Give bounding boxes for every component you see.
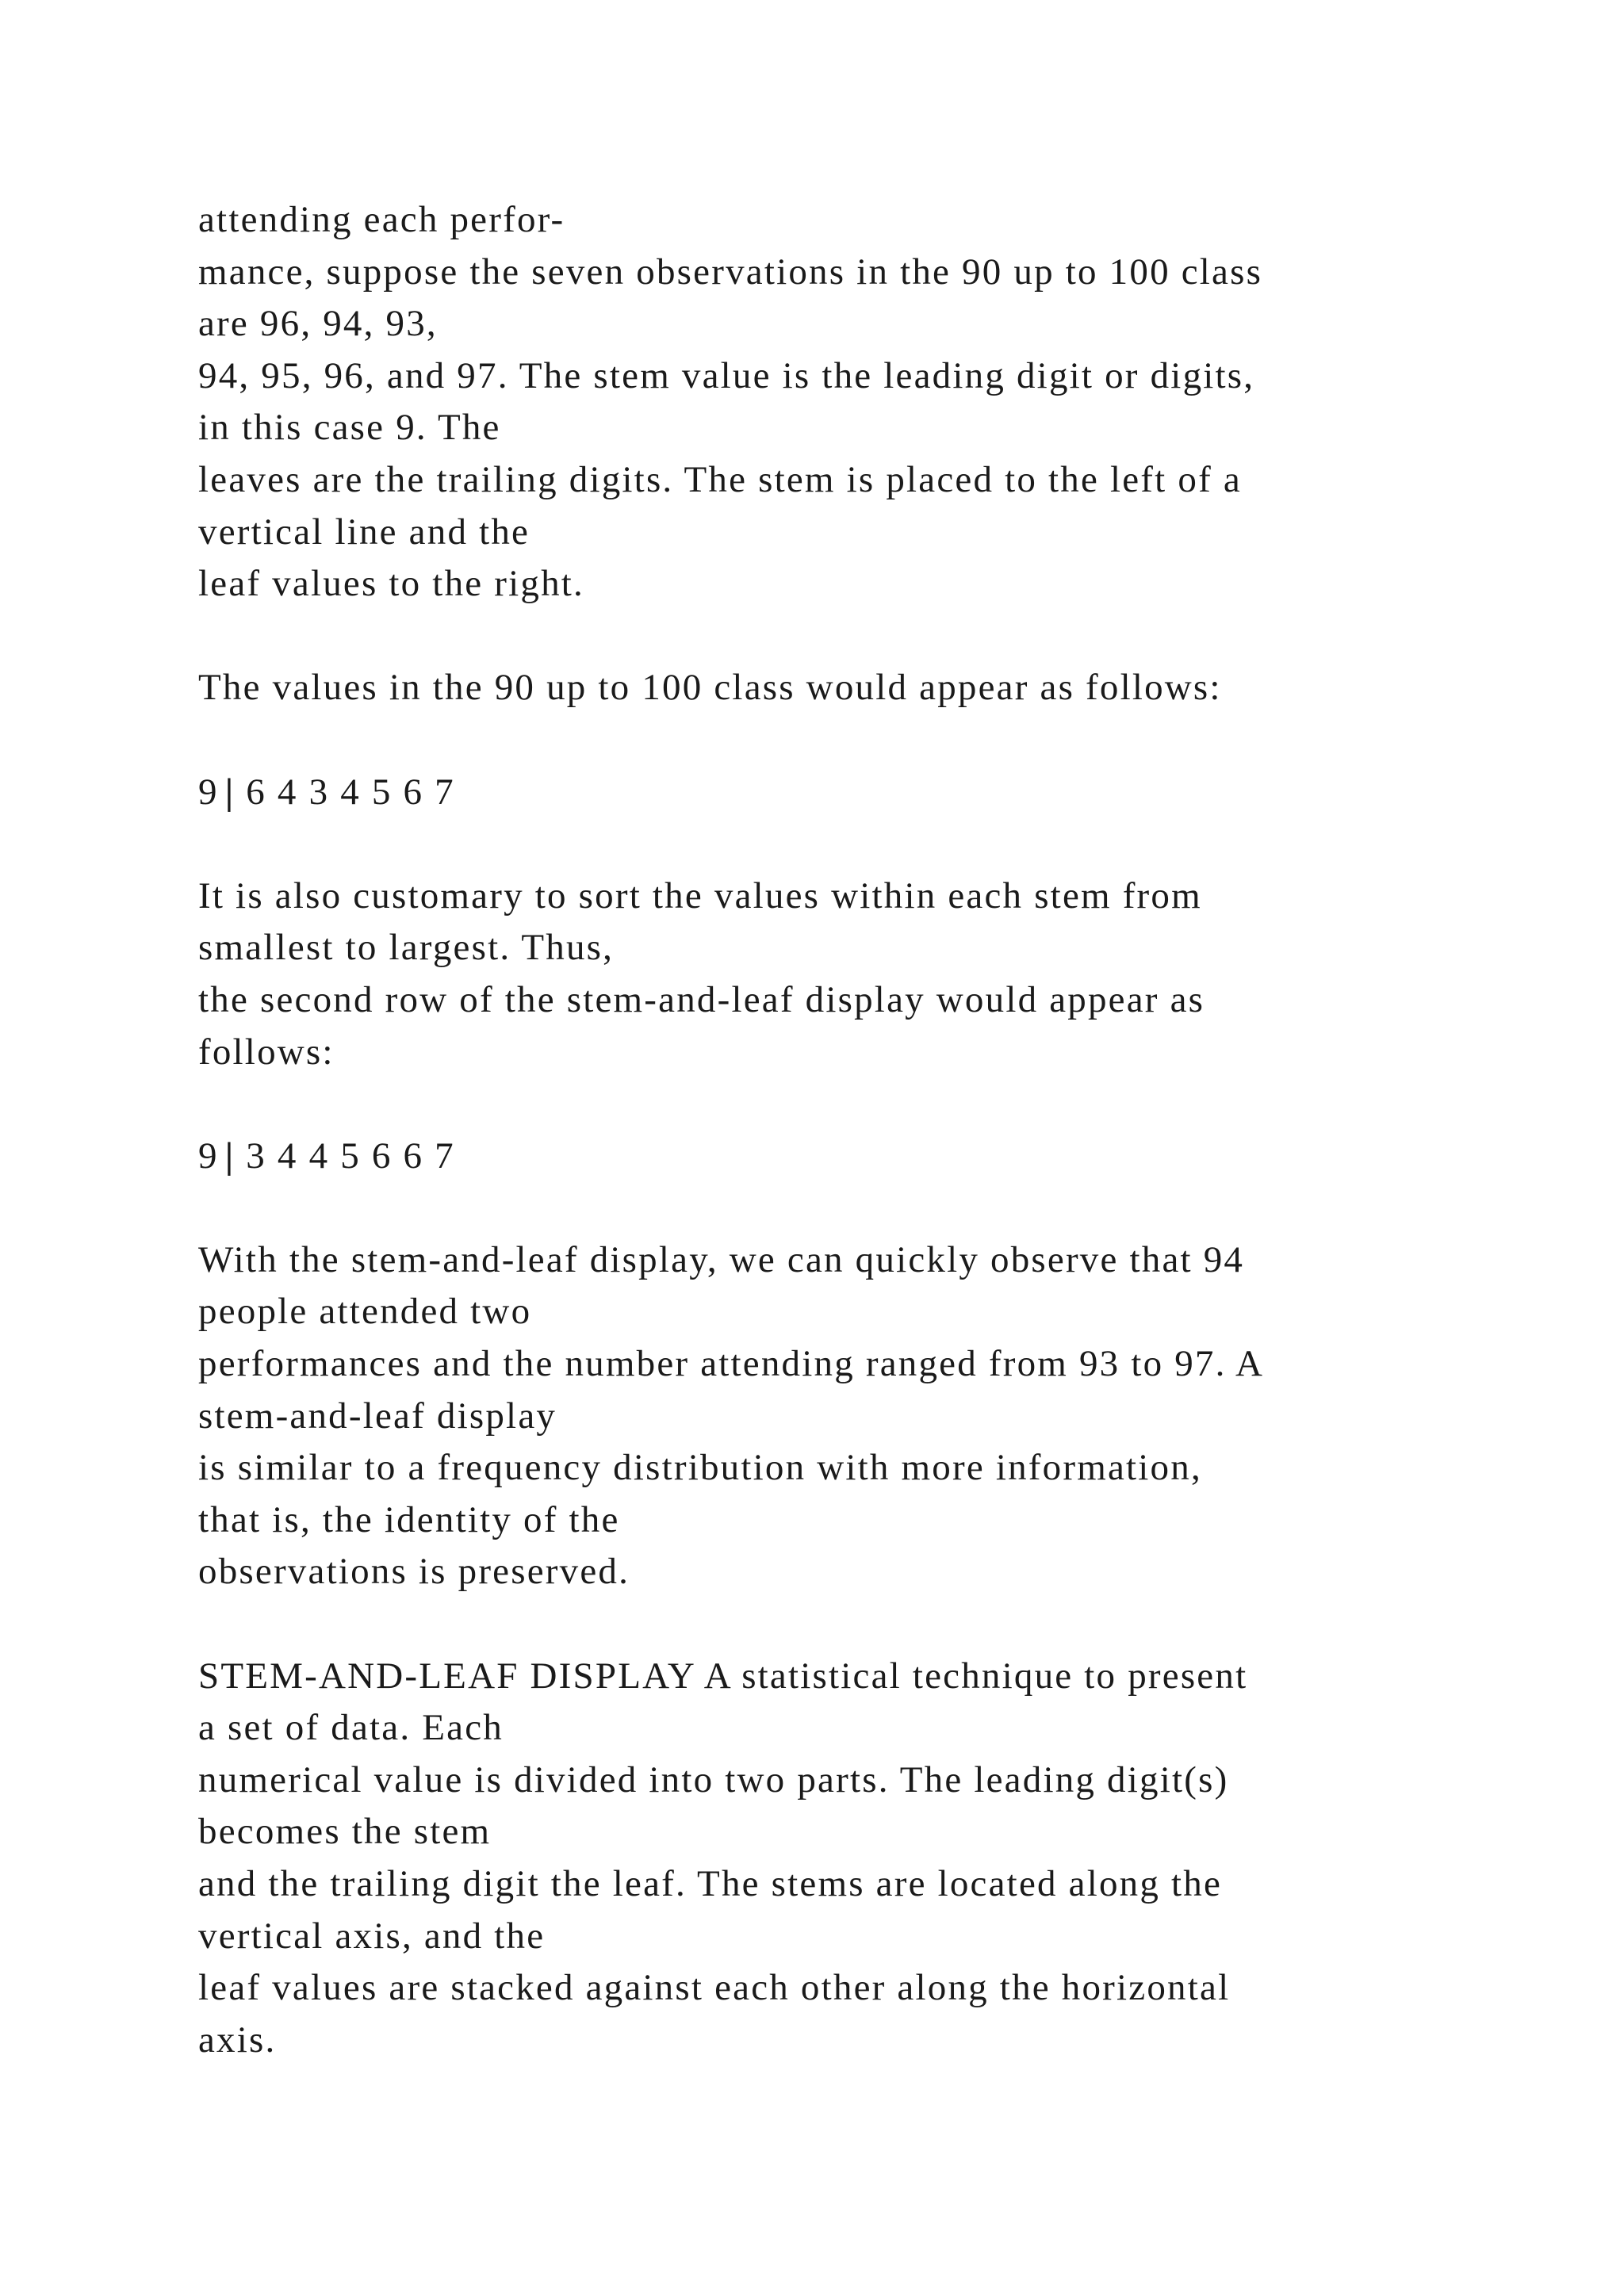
stem-divider: | — [224, 1135, 236, 1177]
text-line: 94, 95, 96, and 97. The stem value is the leading digit or digits, — [198, 354, 1255, 396]
text-line: follows: — [198, 1031, 335, 1073]
text-line: vertical line and the — [198, 511, 530, 553]
text-line: numerical value is divided into two parts. The leading digit(s) — [198, 1758, 1229, 1800]
text-line: observations is preserved. — [198, 1551, 630, 1593]
text-line: axis. — [198, 2019, 277, 2061]
paragraph-gap — [198, 818, 1546, 871]
text-line: a set of data. Each — [198, 1707, 504, 1749]
text-line: in this case 9. The — [198, 407, 501, 449]
stem-value: 9 — [198, 1135, 219, 1177]
leaf-values: 3 4 4 5 6 6 7 — [246, 1135, 455, 1177]
paragraph-values-appear — [198, 662, 1546, 714]
text-line: leaf values are stacked against each other along the horizontal — [198, 1967, 1231, 2009]
text-line: people attended two — [198, 1291, 532, 1333]
text-line: stem-and-leaf display — [198, 1395, 557, 1437]
text-line: performances and the number attending ranged from 93 to 97. A — [198, 1343, 1265, 1385]
stem-value: 9 — [198, 771, 219, 813]
text-line: attending each perfor- — [198, 199, 565, 240]
leaf-values: 6 4 3 4 5 6 7 — [246, 771, 455, 813]
text-line: leaves are the trailing digits. The stem is placed to the left of a — [198, 458, 1242, 500]
text-line: STEM-AND-LEAF DISPLAY A statistical technique to present — [198, 1655, 1248, 1697]
text-line: The values in the 90 up to 100 class would appear as follows: — [198, 667, 1222, 709]
text-line: With the stem-and-leaf display, we can quickly observe that 94 — [198, 1238, 1245, 1280]
text-line: smallest to largest. Thus, — [198, 927, 615, 969]
paragraph-gap — [198, 610, 1546, 663]
text-line: becomes the stem — [198, 1811, 492, 1853]
text-line: mance, suppose the seven observations in the 90 up to 100 class — [198, 251, 1263, 293]
paragraph-gap — [198, 1182, 1546, 1234]
text-line: the second row of the stem-and-leaf display would appear as — [198, 978, 1205, 1020]
paragraph-observation — [198, 1234, 1546, 1598]
stem-leaf-row-sorted — [198, 1131, 1546, 1183]
paragraph-gap — [198, 1598, 1546, 1651]
text-line: and the trailing digit the leaf. The stems are located along the — [198, 1863, 1223, 1904]
paragraph-definition — [198, 1651, 1546, 2067]
stem-divider: | — [224, 771, 236, 813]
paragraph-gap — [198, 714, 1546, 767]
text-line: It is also customary to sort the values within each stem from — [198, 874, 1202, 916]
stem-leaf-row-unsorted — [198, 767, 1546, 819]
text-line: vertical axis, and the — [198, 1915, 546, 1957]
paragraph-stem-leaf-intro — [198, 194, 1546, 610]
paragraph-gap — [198, 1078, 1546, 1131]
text-line: that is, the identity of the — [198, 1498, 620, 1540]
text-line: leaf values to the right. — [198, 563, 584, 605]
paragraph-sort-values — [198, 871, 1546, 1078]
document-page — [198, 194, 1546, 2066]
text-line: are 96, 94, 93, — [198, 303, 438, 345]
text-line: is similar to a frequency distribution with more information, — [198, 1447, 1202, 1489]
